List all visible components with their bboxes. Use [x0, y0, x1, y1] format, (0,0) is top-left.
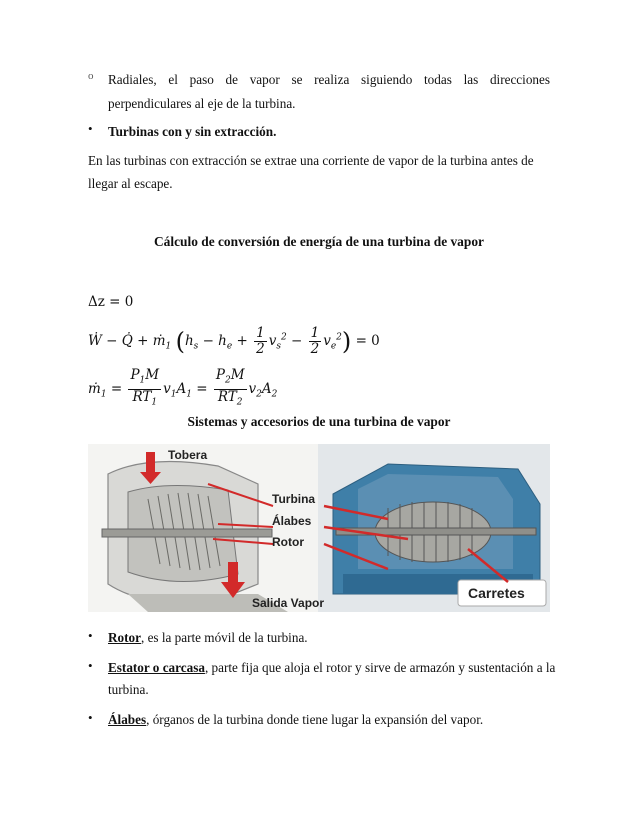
bullet: • [88, 658, 93, 673]
label-alabes: Álabes [272, 514, 312, 528]
equation-energy: Ẇ − Q̇ + ṁ$_1$ ($h_s - h_e$ + $\frac{1}{2}$ $v_s^2$ − $\frac{1}{2}$ $v_e^2) = 0$ [88, 325, 380, 357]
extraction-line-1: En las turbinas con extracción se extrae una corriente de vapor de la turbina antes de [88, 153, 534, 168]
label-carretes: Carretes [468, 585, 525, 601]
label-turbina: Turbina [272, 492, 316, 506]
bullet: • [88, 121, 93, 136]
item-estator-line-2: turbina. [108, 682, 149, 697]
extraction-line-2: llegar al escape. [88, 176, 173, 191]
bullet: • [88, 710, 93, 725]
label-rotor: Rotor [272, 535, 304, 549]
bullet: • [88, 628, 93, 643]
turbine-figure [88, 444, 550, 612]
radial-line-2: perpendiculares al eje de la turbina. [108, 96, 296, 111]
radial-line-1: Radiales, el paso de vapor se realiza siguiendo todas las direcciones [108, 72, 550, 87]
calc-heading: Cálculo de conversión de energía de una turbina de vapor [154, 234, 484, 249]
label-salida-vapor: Salida Vapor [252, 596, 325, 610]
item-term: Álabes [108, 712, 147, 727]
systems-heading: Sistemas y accesorios de una turbina de vapor [187, 414, 451, 429]
item-estator [108, 657, 555, 678]
item-term: Estator o carcasa [108, 660, 205, 675]
item-text: , órganos de la turbina donde tiene lugar la expansión del vapor. [146, 712, 484, 727]
item-term: Rotor [108, 630, 141, 645]
circle-bullet: o [88, 70, 94, 82]
equation-mass-flow: ṁ$_1$ = $\frac{P_1M}{RT_1}$ $v_1A_1$ = $\frac{P_2M}{RT_2}$ $v_2A_2$ [88, 367, 278, 408]
label-tobera: Tobera [168, 448, 208, 462]
item-alabes [108, 709, 483, 730]
equation-delta-z: Δz = 0 [88, 294, 134, 310]
item-text: , parte fija que aloja el rotor y sirve de armazón y sustentación a la [204, 660, 556, 675]
item-text: , es la parte móvil de la turbina. [140, 630, 308, 645]
extraction-title: Turbinas con y sin extracción. [108, 124, 277, 139]
item-rotor [108, 627, 308, 648]
